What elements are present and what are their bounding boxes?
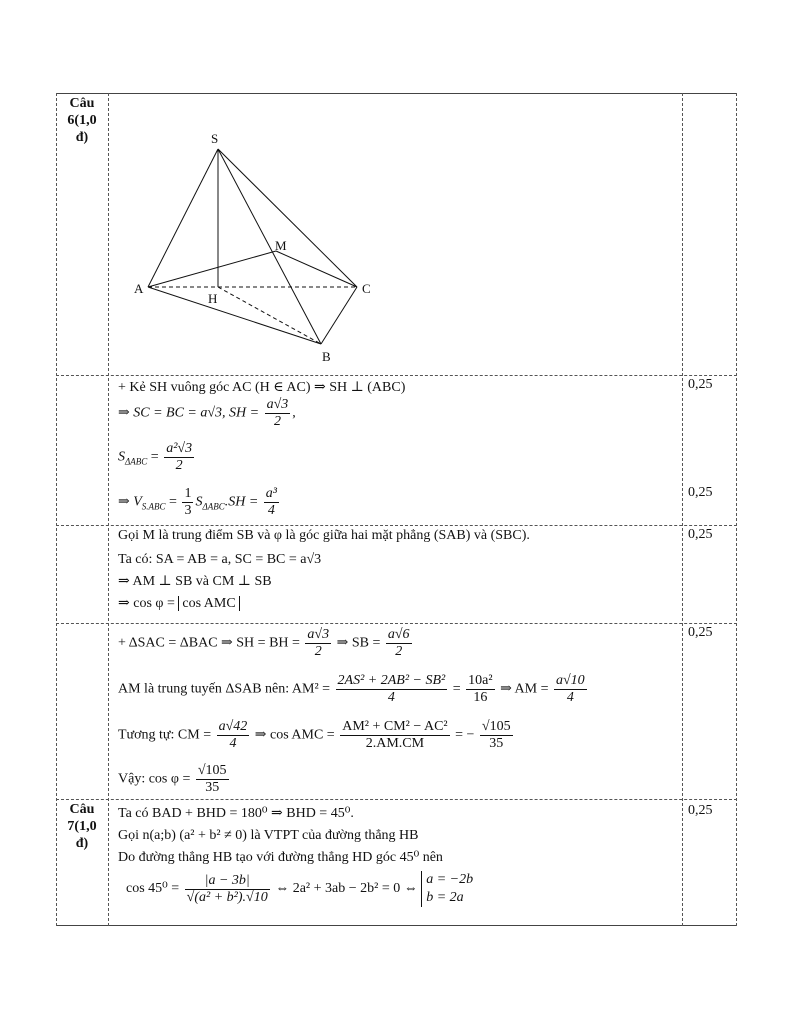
b2-line-1: Gọi M là trung điểm SB và φ là góc giữa hai mặt phẳng (SAB) và (SBC). xyxy=(118,528,530,543)
b3-line-3: Tương tự: CM = $\frac{a√42}{4}$ ⇒ cos AMC = $\frac{\text{AM² + CM² − AC²}}{2.AM.CM}$ = − $\frac{√105}{35}$ xyxy=(118,719,511,751)
edge-BC xyxy=(321,287,357,344)
edge-AM xyxy=(148,251,276,287)
fraction: $\frac{\text{10a²}}{16}$ xyxy=(468,673,493,705)
b1-score-2: 0,25 xyxy=(688,485,713,500)
fraction: $\frac{\text{a²√3}}{2}$ xyxy=(166,441,193,473)
fraction: $\frac{\text{a³}}{4}$ xyxy=(265,486,277,518)
b4-line-4: cos 45⁰ = $\frac{|a - 3b|}{\text{√(a² + b²).√10}}$ ⇔ 2a² + 3ab − 2b² = 0 ⇔ a = −2b b = 2a xyxy=(126,872,474,905)
label-B: B xyxy=(322,349,331,364)
b1-line-1: + Kẻ SH vuông góc AC (H ∈ AC) ⇒ SH ⊥ (ABC) xyxy=(118,380,406,395)
fraction: $\frac{1}{3}$ xyxy=(184,486,192,518)
b2-line-3: ⇒ AM ⊥ SB và CM ⊥ SB xyxy=(118,574,272,589)
edge-SC xyxy=(218,149,357,287)
fraction: $\frac{a√3}{2}$ xyxy=(266,397,289,429)
b4-line-3: Do đường thẳng HB tạo với đường thẳng HD góc 45⁰ nên xyxy=(118,850,443,865)
b4-line-1: Ta có BAD + BHD = 180⁰ ⇒ BHD = 45⁰. xyxy=(118,806,354,821)
fraction: $\frac{√105}{35}$ xyxy=(197,763,227,795)
b1-line-2: ⇒ SC = BC = a√3, SH = $\frac{a√3}{2}$ , xyxy=(118,397,296,429)
b2-line-4: ⇒ cos φ = cos AMC xyxy=(118,595,240,613)
b3-line-1: + ΔSAC = ΔBAC ⇒ SH = BH = $\frac{a√3}{2}$ ⇒ SB = $\frac{a√6}{2}$ xyxy=(118,627,410,659)
fraction: $\frac{a√10}{4}$ xyxy=(556,673,585,705)
row-divider-3 xyxy=(56,623,737,624)
b1-line-4: ⇒ $V_{S.ABC}$ = $\frac{1}{3}$ $S_{\Delta ABC}.SH$ = $\frac{\text{a³}}{4}$ xyxy=(118,486,277,518)
row-divider-1 xyxy=(56,375,737,376)
table-bottom-border xyxy=(56,925,737,926)
b4-line-2: Gọi n(a;b) (a² + b² ≠ 0) là VTPT của đường thẳng HB xyxy=(118,828,419,843)
fraction: $\frac{a√6}{2}$ xyxy=(387,627,410,659)
label-A: A xyxy=(134,281,144,296)
label-M: M xyxy=(275,238,287,253)
fraction: $\frac{|a - 3b|}{\text{√(a² + b²).√10}}$ xyxy=(186,872,268,905)
fraction: $\frac{\text{2AS² + 2AB² − SB²}}{4}$ xyxy=(337,673,446,705)
b3-line-2: AM là trung tuyến ΔSAB nên: AM² = $\frac{\text{2AS² + 2AB² − SB²}}{4}$ = $\frac{\text{10a²}}{16}$ ⇒ AM = $\frac{a√10}{4}$ xyxy=(118,673,585,705)
fraction: $\frac{a√42}{4}$ xyxy=(218,719,248,751)
label-S: S xyxy=(211,131,219,146)
b1-line-3: $S_{\Delta ABC}$ = $\frac{\text{a²√3}}{2}$ xyxy=(118,441,193,473)
case-brace: a = −2b b = 2a xyxy=(421,871,473,907)
b3-line-4: Vậy: cos φ = $\frac{√105}{35}$ xyxy=(118,763,227,795)
label-H: H xyxy=(208,291,218,306)
question-6-label: Câu 6(1,0 đ) xyxy=(67,96,97,145)
b3-score: 0,25 xyxy=(688,625,713,640)
row-divider-4 xyxy=(56,799,737,800)
b2-line-2: Ta có: SA = AB = a, SC = BC = a√3 xyxy=(118,552,322,567)
fraction: $\frac{√105}{35}$ xyxy=(481,719,511,751)
b2-score: 0,25 xyxy=(688,527,713,542)
fraction: $\frac{\text{AM² + CM² − AC²}}{2.AM.CM}$ xyxy=(342,719,448,751)
b1-score-1: 0,25 xyxy=(688,377,713,392)
question-7-label: Câu 7(1,0 đ) xyxy=(67,802,97,851)
row-divider-2 xyxy=(56,525,737,526)
answer-table xyxy=(56,93,737,926)
edge-SA xyxy=(148,149,218,287)
pyramid-figure xyxy=(56,93,737,375)
fraction: $\frac{a√3}{2}$ xyxy=(307,627,330,659)
b4-score: 0,25 xyxy=(688,803,713,818)
label-C: C xyxy=(362,281,371,296)
